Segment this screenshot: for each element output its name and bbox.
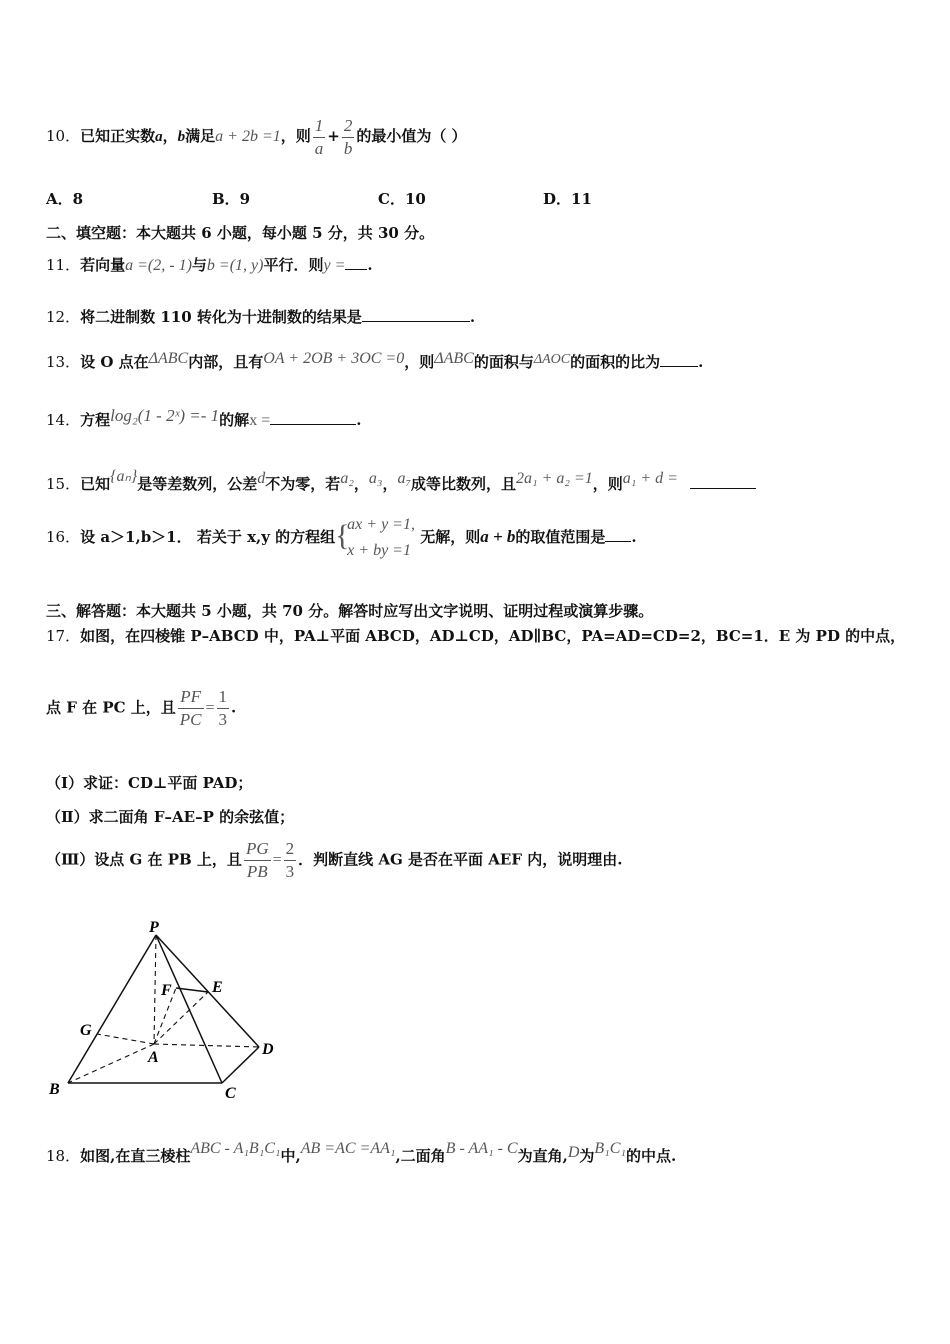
pyramid-figure [40, 920, 300, 1110]
edge-pa [154, 935, 156, 1044]
log-equation: log₂(1 - 2ˣ) =- 1 [110, 406, 220, 425]
question-12: 12．将二进制数 110 转化为十进制数的结果是 . [46, 308, 476, 326]
section-2-heading: 二、填空题：本大题共 6 小题，每小题 5 分，共 30 分。 [46, 224, 435, 242]
fraction-one-third: $\frac{1}{3}$ [218, 687, 228, 729]
fraction-two-thirds: $\frac{2}{3}$ [285, 839, 295, 881]
edge-cd [222, 1047, 259, 1083]
question-15: 15．已知{aₙ}是等差数列，公差d不为零，若a₂，a₃，a₇成等比数列，且2a₁ + a₂ =1，则a₁ + d = [46, 466, 756, 494]
fraction-2-over-b: $\frac{2}{b}$ [343, 115, 353, 158]
option-c: C．10 [378, 190, 426, 208]
label-b: B [49, 1081, 60, 1098]
vector-b: b =(1, y) [206, 257, 264, 274]
equation-system: { ax + y =1, x + by =1 [335, 516, 415, 559]
label-g: G [80, 1022, 92, 1039]
question-17-line-1: 17．如图，在四棱锥 P–ABCD 中，PA⊥平面 ABCD，AD⊥CD，AD∥BC，PA=AD=CD=2，BC=1．E 为 PD 的中点， [46, 627, 906, 645]
label-d: D [262, 1041, 274, 1058]
label-f: F [161, 982, 172, 999]
answer-blank [270, 423, 356, 425]
option-a: A．8 [46, 190, 84, 208]
answer-blank [660, 365, 698, 367]
edge-pc [156, 935, 222, 1083]
left-brace-icon: { [335, 519, 350, 552]
question-11: 11．若向量a =(2, - 1)与b =(1, y)平行．则y = . [46, 256, 373, 274]
question-13: 13．设 O 点在ΔABC内部，且有OA + 2OB + 3OC =0，则ΔABC的面积与ΔAOC的面积的比为 . [46, 350, 704, 371]
edge-ab [68, 1044, 154, 1083]
vector-a: a =(2, - 1) [125, 257, 192, 274]
section-3-heading: 三、解答题：本大题共 5 小题，共 70 分。解答时应写出文字说明、证明过程或演算步骤。 [46, 602, 654, 620]
answer-blank [605, 540, 631, 542]
label-a: A [148, 1049, 159, 1066]
question-14: 14．方程log₂(1 - 2ˣ) =- 1的解x = . [46, 406, 362, 429]
label-c: C [225, 1085, 236, 1102]
answer-blank [362, 320, 470, 322]
question-16: 16．设 a＞1,b＞1． 若关于 x,y 的方程组 { ax + y =1, x + by =1 无解，则a + b的取值范围是 . [46, 512, 637, 564]
label-e: E [212, 979, 223, 996]
fraction-1-over-a: $\frac{1}{a}$ [314, 115, 324, 158]
question-18: 18．如图,在直三棱柱ABC - A₁B₁C₁中,AB =AC =AA₁,二面角B - AA₁ - C为直角,D为B₁C₁的中点. [46, 1140, 677, 1165]
edge-ae [154, 992, 208, 1044]
question-number: 10． [46, 127, 81, 145]
question-17-part-2: （Ⅱ）求二面角 F–AE–P 的余弦值； [46, 808, 295, 826]
fraction-pf-pc: $\frac{PF}{PC}$ [179, 687, 202, 729]
question-17-part-3: （Ⅲ）设点 G 在 PB 上，且 $\frac{PG}{PB}$ = $\frac{2}{3}$ ．判断直线 AG 是否在平面 AEF 内，说明理由. [46, 839, 623, 881]
question-10: 10．已知正实数a，b满足a + 2b =1，则 $\frac{1}{a}$ + $\frac{2}{b}$ 的最小值为（ ） [46, 115, 467, 158]
answer-blank [345, 268, 367, 270]
answer-blank [690, 487, 756, 489]
question-17-part-1: （Ⅰ）求证：CD⊥平面 PAD； [46, 774, 253, 792]
label-p: P [149, 920, 159, 936]
question-17-line-2: 点 F 在 PC 上，且 $\frac{PF}{PC}$ = $\frac{1}{3}$ . [46, 687, 237, 729]
edge-pb [68, 935, 156, 1083]
option-d: D．11 [543, 190, 592, 208]
option-b: B．9 [212, 190, 251, 208]
condition-formula: a + 2b =1 [215, 128, 281, 145]
fraction-pg-pb: $\frac{PG}{PB}$ [245, 839, 269, 881]
edge-ag [97, 1034, 154, 1044]
